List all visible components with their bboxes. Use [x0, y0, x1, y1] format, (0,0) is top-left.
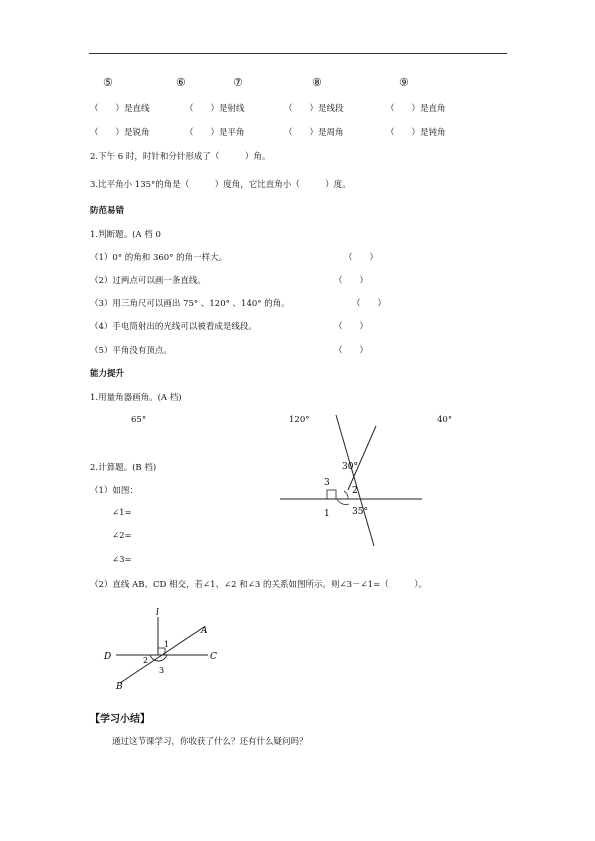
judge-item-5: （5）平角没有顶点。 [90, 346, 172, 356]
judge-paren-4: （ ） [334, 322, 369, 332]
fig1-label-2: 2 [352, 486, 358, 496]
row1-item-ray: （ ）是射线 [185, 104, 245, 114]
fig1-steep-line [336, 415, 374, 546]
circled-number-6: ⑥ [176, 76, 186, 89]
draw-title: 1.用量角器画角。(A 档) [90, 393, 182, 403]
row2-item-obtuse: （ ）是钝角 [386, 128, 446, 138]
circled-number-7: ⑦ [233, 76, 243, 89]
section-heading-nengli: 能力提升 [90, 369, 125, 379]
summary-title: 【学习小结】 [90, 714, 150, 725]
section-heading-fangfan: 防范易错 [90, 206, 125, 216]
row2-item-round: （ ）是周角 [284, 128, 344, 138]
fig1-label-35: 35° [352, 507, 368, 517]
fig2-label-d: D [104, 652, 112, 662]
fig1-label-3: 3 [324, 478, 330, 488]
fig2-label-3: 3 [159, 666, 165, 675]
judge-paren-2: （ ） [334, 276, 369, 286]
fig2-label-b: B [116, 682, 123, 692]
judge-paren-1: （ ） [344, 253, 379, 263]
fig1-right-angle-mark [327, 490, 336, 499]
calc-sub2: （2）直线 AB、CD 相交，若∠1、∠2 和∠3 的关系如图所示。则∠3－∠1=（ ）。 [90, 580, 427, 590]
fig2-label-a: A [201, 626, 208, 636]
draw-angle-120: 120° [289, 415, 310, 425]
row1-item-right-angle: （ ）是直角 [386, 104, 446, 114]
angle-figure-1 [270, 405, 430, 555]
draw-angle-65: 65° [131, 415, 147, 425]
circled-number-9: ⑨ [399, 76, 409, 89]
calc-answer-2: ∠2= [112, 531, 132, 541]
row2-item-straight: （ ）是平角 [185, 128, 245, 138]
summary-text: 通过这节课学习，你收获了什么？还有什么疑问吗？ [112, 737, 308, 747]
judge-paren-5: （ ） [334, 346, 369, 356]
question-2: 2.下午 6 时，时针和分针形成了（ ）角。 [90, 152, 271, 162]
fig1-label-1: 1 [324, 509, 330, 519]
judge-item-4: （4）手电筒射出的光线可以被看成是线段。 [90, 322, 257, 332]
calc-answer-1: ∠1= [112, 508, 132, 518]
fig1-arc-35 [337, 499, 349, 504]
header-rule [89, 53, 507, 54]
fig1-ray [348, 426, 376, 490]
fig1-label-30: 30° [342, 462, 358, 472]
judge-item-1: （1）0° 的角和 360° 的角一样大。 [90, 253, 228, 263]
judge-item-2: （2）过两点可以画一条直线。 [90, 276, 206, 286]
judge-title: 1.判断题。(A 档 0 [90, 230, 161, 240]
fig2-label-1: 1 [164, 640, 170, 649]
calc-answer-3: ∠3= [112, 555, 132, 565]
angle-figure-2 [100, 605, 220, 690]
judge-item-3: （3）用三角尺可以画出 75° 、120° 、140° 的角。 [90, 299, 290, 309]
circled-number-5: ⑤ [103, 76, 113, 89]
row2-item-acute: （ ）是锐角 [90, 128, 150, 138]
circled-number-8: ⑧ [312, 76, 322, 89]
row1-item-line: （ ）是直线 [90, 104, 150, 114]
fig2-arc-3 [150, 655, 167, 661]
judge-paren-3: （ ） [352, 299, 387, 309]
question-3: 3.比平角小 135°的角是（ ）度角，它比直角小（ ）度。 [90, 180, 351, 190]
fig1-arc-2 [344, 491, 348, 499]
fig2-label-top: l [156, 608, 159, 618]
draw-angle-40: 40° [437, 415, 453, 425]
calc-title: 2.计算题。(B 档) [90, 463, 157, 473]
fig2-label-2: 2 [143, 656, 149, 665]
calc-sub1: （1）如图： [90, 486, 138, 496]
row1-item-segment: （ ）是线段 [284, 104, 344, 114]
fig2-label-c: C [210, 652, 217, 662]
